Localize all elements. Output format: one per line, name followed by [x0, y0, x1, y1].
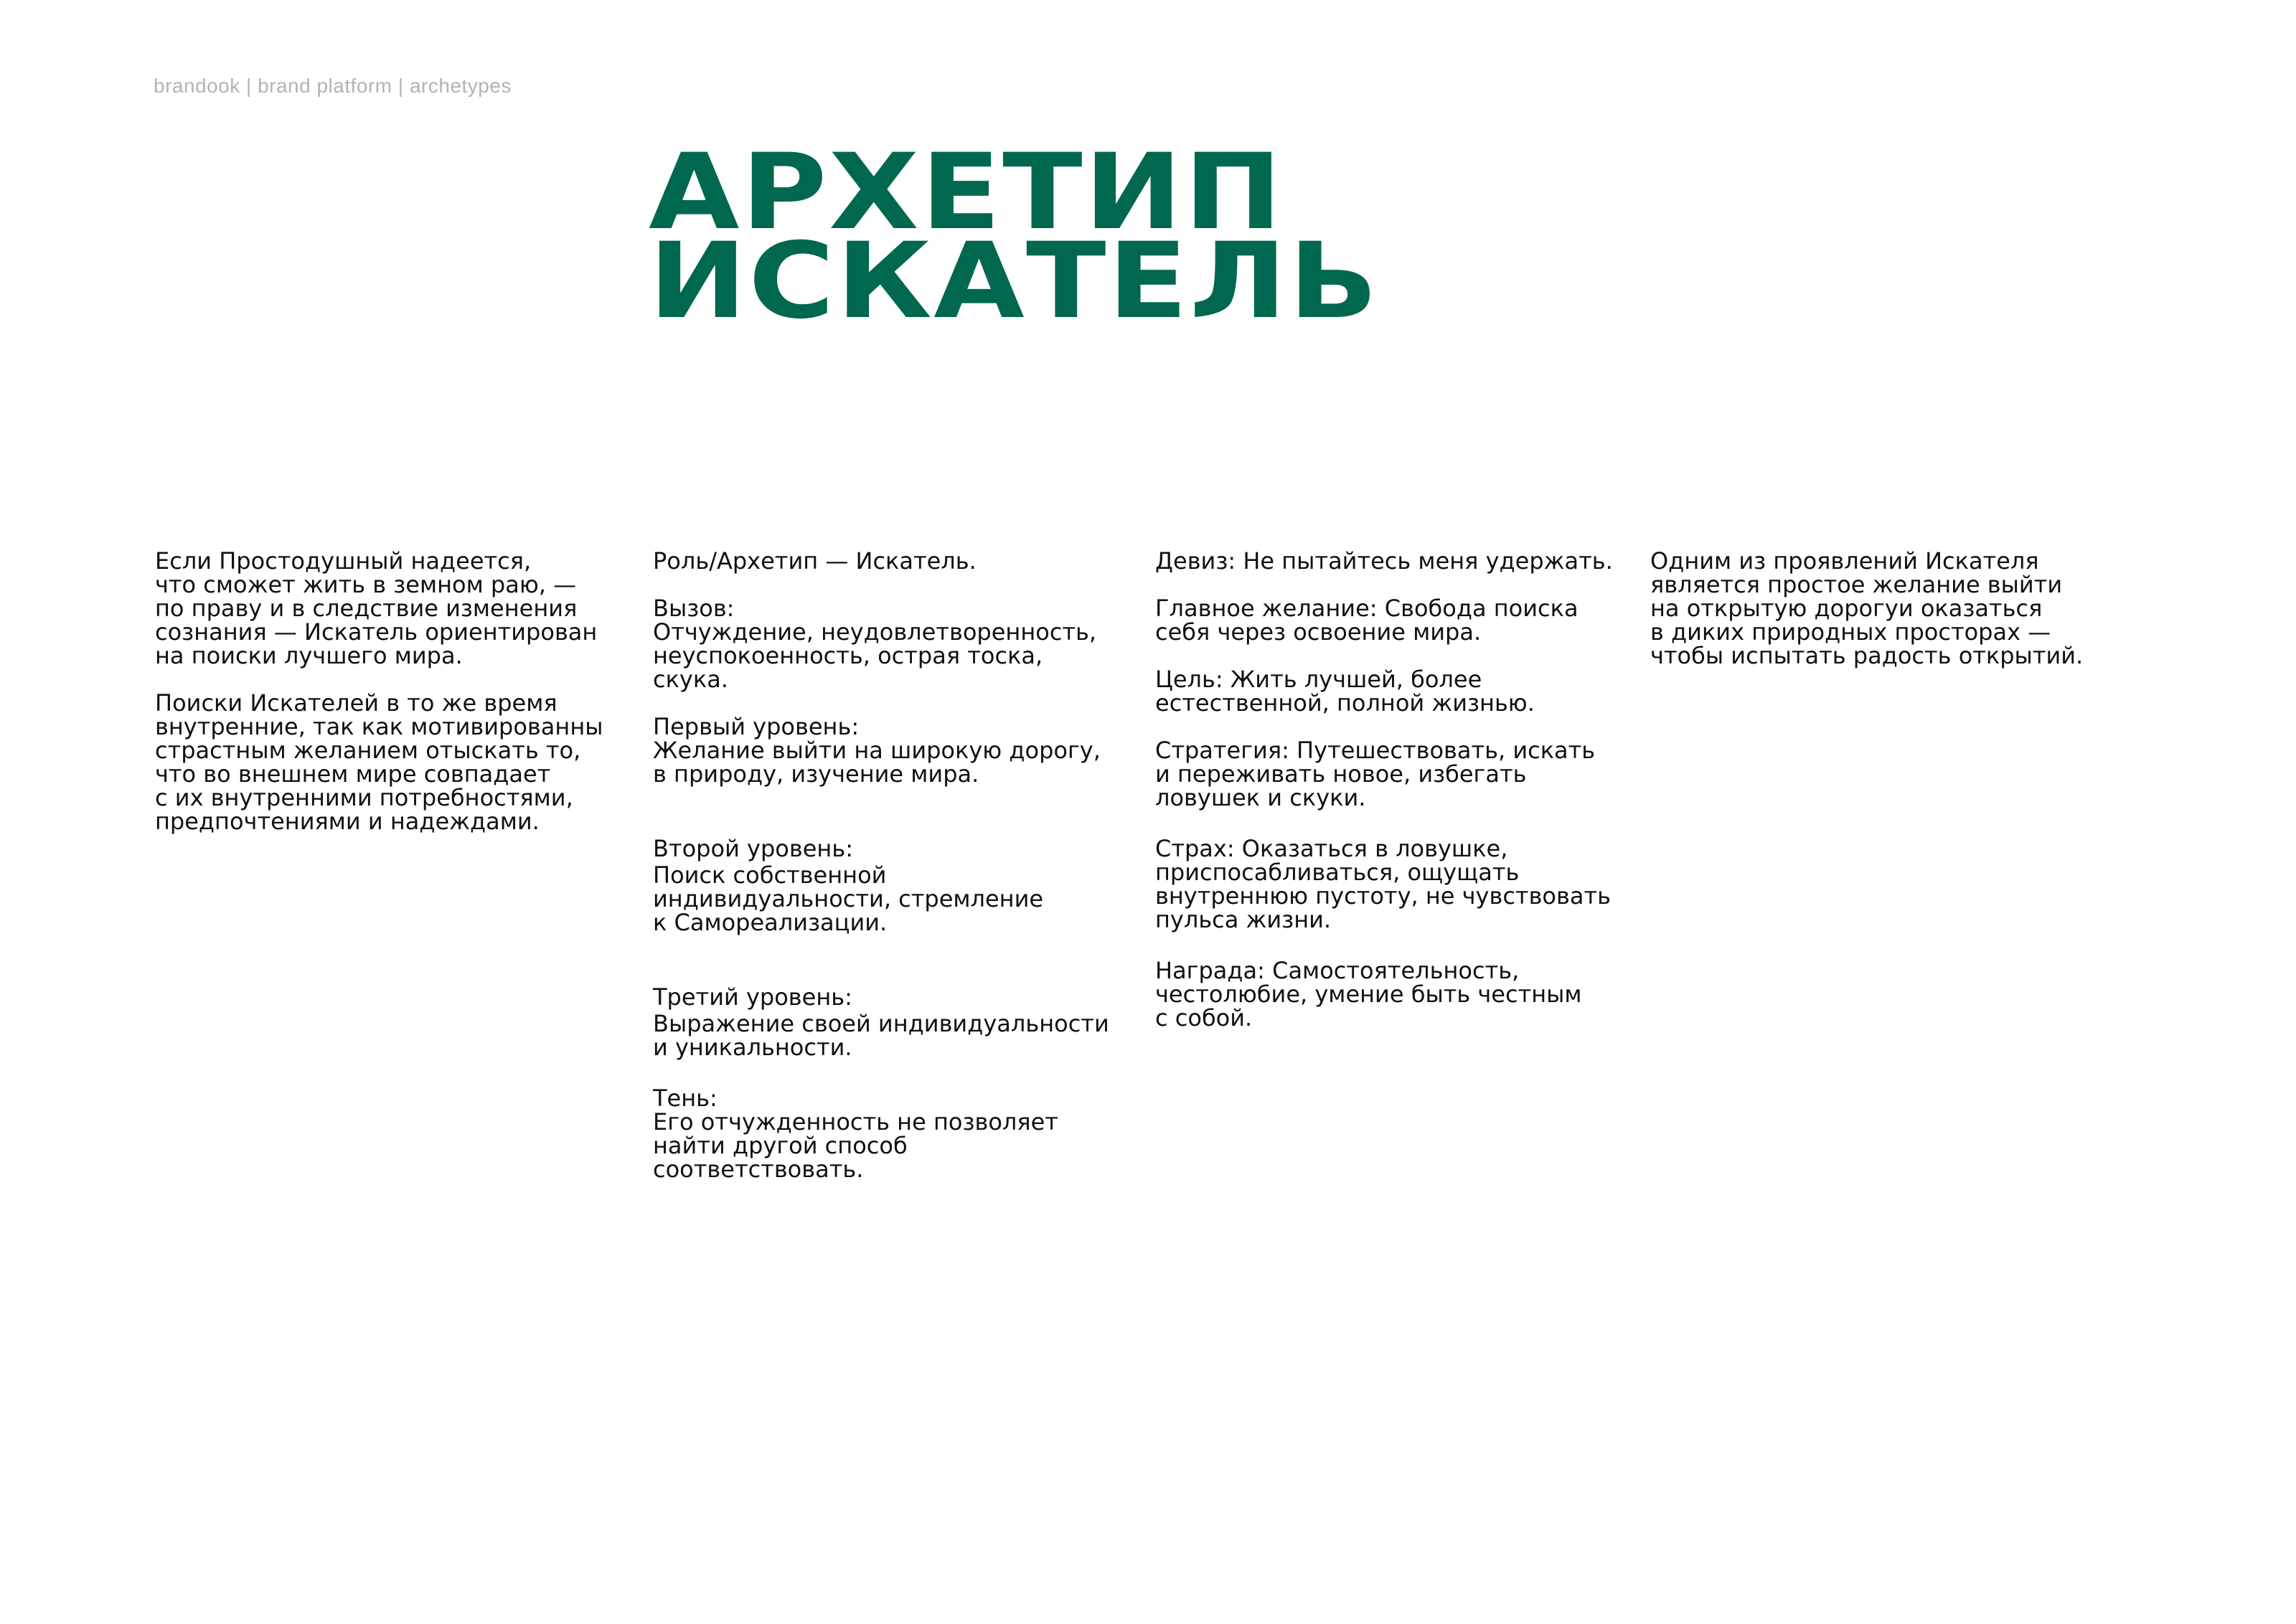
role-column	[653, 549, 1112, 1205]
manifestation-column	[1650, 549, 2109, 691]
fear-text: Страх: Оказаться в ловушке, приспосабливаться, ощущать внутреннюю пустоту, не чувствовать пульса жизни.	[1155, 835, 1611, 933]
level-2-body: Поиск собственной индивидуальности, стремление к Самореализации.	[653, 861, 1044, 936]
role-text: Роль/Архетип — Искатель.	[653, 547, 977, 575]
shadow-text: Тень: Его отчужденность не позволяет найти другой способ соответствовать.	[653, 1085, 1058, 1183]
manifestation-text: Одним из проявлений Искателя является простое желание выйти на открытую дорогуи оказаться в диких природных просторах — чтобы испытать радость открытий.	[1650, 547, 2084, 669]
page-title-line-1: АРХЕТИП	[649, 131, 1284, 253]
level-3-block	[653, 962, 1112, 1059]
level-2-heading: Второй уровень:	[653, 835, 853, 862]
motto-text: Девиз: Не пытайтесь меня удержать.	[1155, 547, 1613, 575]
challenge-text: Вызов: Отчуждение, неудовлетворенность, неуспокоенность, острая тоска, скука.	[653, 595, 1097, 693]
intro-paragraph-1: Если Простодушный надеется, что сможет жить в земном раю, — по праву и в следствие изменения сознания — Искатель ориентирован на поиски лучшего мира.	[155, 547, 598, 669]
desire-text: Главное желание: Свобода поиска себя через освоение мира.	[1155, 595, 1578, 646]
level-1-text: Первый уровень: Желание выйти на широкую дорогу, в природу, изучение мира.	[653, 713, 1101, 788]
intro-column	[155, 549, 614, 857]
reward-text: Награда: Самостоятельность, честолюбие, умение быть честным с собой.	[1155, 957, 1582, 1031]
motto-column	[1155, 549, 1614, 1054]
page-title	[649, 131, 1380, 342]
intro-paragraph-2: Поиски Искателей в то же время внутренние, так как мотивированны страстным желанием отыскать то, что во внешнем мире совпадает с их внутренними потребностями, предпочтениями и надеждами.	[155, 689, 603, 835]
level-3-body: Выражение своей индивидуальности и уникальности.	[653, 1010, 1109, 1061]
strategy-text: Стратегия: Путешествовать, искать и переживать новое, избегать ловушек и скуки.	[1155, 737, 1596, 811]
level-3-heading: Третий уровень:	[653, 983, 852, 1011]
page-title-line-2: ИСКАТЕЛЬ	[649, 220, 1380, 342]
breadcrumb: brandook | brand platform | archetypes	[154, 75, 512, 97]
goal-text: Цель: Жить лучшей, более естественной, полной жизнью.	[1155, 666, 1535, 717]
level-2-block	[653, 813, 1112, 935]
